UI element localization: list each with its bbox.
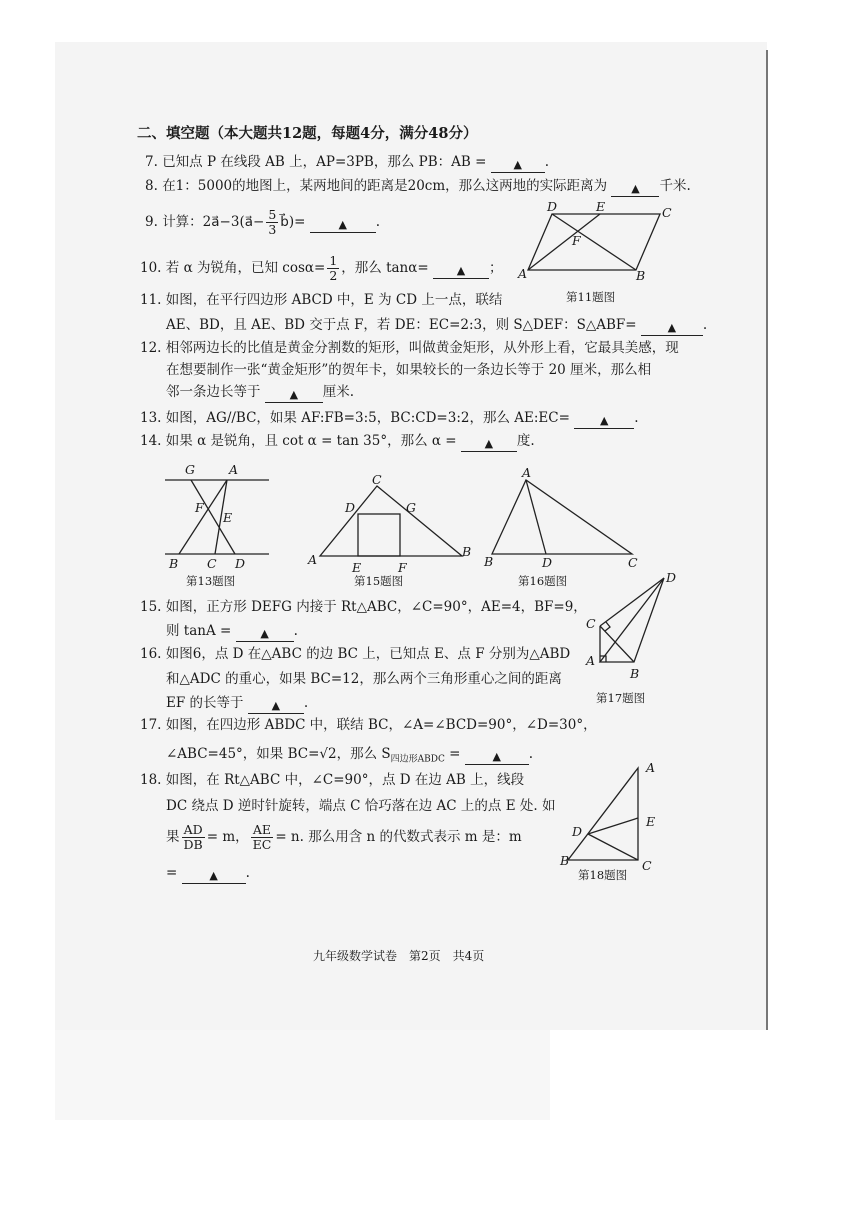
question-8: 8. 在1：5000的地图上，某两地间的距离是20cm，那么这两地的实际距离为 ▲ 千米. (145, 178, 691, 195)
fig16-label-C: C (628, 555, 638, 570)
answer-blank: ▲ (461, 435, 517, 452)
answer-blank: ▲ (611, 180, 659, 197)
question-number: 10. (140, 260, 162, 276)
fig11-label-A: A (518, 266, 528, 281)
question-text: 如图，在平行四边形 ABCD 中，E 为 CD 上一点，联结 (165, 292, 503, 308)
fig17-label-B: B (630, 666, 640, 681)
question-number: 14. (140, 433, 162, 449)
fig17-label-C: C (586, 616, 596, 631)
question-11 (140, 291, 502, 309)
page-footer: 九年级数学试卷 第2页 共4页 (313, 949, 485, 963)
fraction: $\frac{5}{3}$ (268, 207, 277, 237)
question-number: 17. (140, 717, 162, 733)
question-number: 15. (140, 599, 162, 615)
fig13-label-F: F (195, 500, 204, 515)
question-number: 16. (140, 646, 162, 662)
fig13-label-E: E (223, 510, 233, 525)
fig11-label-D: D (547, 200, 558, 214)
question-number: 8. (145, 178, 158, 194)
fig15-label-G: G (406, 500, 416, 515)
question-18-line4: = ▲ . (166, 865, 250, 882)
fig11-label-C: C (662, 205, 672, 220)
question-text: 已知点 P 在线段 AB 上，AP=3PB，那么 PB：AB = (162, 154, 487, 170)
question-13: 13. 如图，AG//BC，如果 AF:FB=3:5，BC:CD=3:2，那么 AE:EC= ▲ . (140, 410, 639, 427)
answer-blank: ▲ (491, 156, 545, 173)
question-10: 10. 若 α 为锐角，已知 cosα= $\frac{1}{2}$ ，那么 tanα= ▲ ； (140, 253, 503, 283)
question-16-line3: EF 的长等于 ▲ . (166, 695, 309, 712)
question-12 (140, 339, 679, 357)
fig15-label-C: C (372, 474, 382, 487)
page-edge-line (766, 50, 768, 1030)
answer-blank: ▲ (248, 697, 304, 714)
fig16-label-B: B (484, 554, 494, 569)
fig11-label-B: B (636, 268, 646, 282)
question-9: 9. 计算：2a⃗−3(a⃗− $\frac{5}{3}$ b⃗)= ▲ . (145, 207, 381, 237)
question-17 (140, 716, 597, 734)
question-14: 14. 如果 α 是锐角，且 cot α = tan 35°，那么 α = ▲ 度. (140, 433, 535, 450)
fig15-label-B: B (462, 544, 472, 559)
fig11-label-E: E (596, 200, 606, 214)
answer-blank: ▲ (641, 319, 703, 336)
fraction: $\frac{1}{2}$ (329, 253, 338, 283)
question-text: 计算：2a⃗−3(a⃗− (162, 214, 265, 230)
question-number: 11. (140, 292, 162, 308)
figure-15-caption: 第15题图 (354, 574, 404, 588)
figure-18-caption: 第18题图 (578, 868, 628, 882)
question-18-line3: 果 $\frac{AD}{DB}$ = m， $\frac{AE}{EC}$ = n. 那么用含 n 的代数式表示 m 是：m (166, 822, 522, 852)
question-12-line2: 在想要制作一张“黄金矩形”的贺年卡，如果较长的一条边长等于 20 厘米，那么相 (166, 362, 652, 378)
question-text: 如图6，点 D 在△ABC 的边 BC 上，已知点 E、点 F 分别为△ABD (165, 646, 571, 662)
fig15-label-F: F (398, 560, 407, 574)
fig15-label-E: E (352, 560, 362, 574)
answer-blank: ▲ (182, 867, 246, 884)
question-7: 7. 已知点 P 在线段 AB 上，AP=3PB，那么 PB：AB = ▲ . (145, 154, 550, 171)
answer-blank: ▲ (236, 625, 294, 642)
answer-blank: ▲ (433, 262, 489, 279)
scan-background-lower (55, 1030, 550, 1120)
figure-13-caption: 第13题图 (186, 574, 236, 588)
question-number: 18. (140, 772, 162, 788)
fig15-label-D: D (345, 500, 356, 515)
question-text: 如果 α 是锐角，且 cot α = tan 35°，那么 α = (165, 433, 457, 449)
section-heading: 二、填空题（本大题共12题，每题4分，满分48分） (137, 125, 478, 142)
answer-blank: ▲ (574, 412, 634, 429)
fig17-label-A: A (586, 653, 596, 668)
fig15-label-A: A (308, 552, 318, 567)
question-12-line3: 邻一条边长等于 ▲ 厘米. (166, 384, 355, 401)
figure-11-caption: 第11题图 (566, 290, 616, 304)
question-15-line2: 则 tanA = ▲ . (166, 623, 298, 640)
question-11-line2: AE、BD，且 AE、BD 交于点 F，若 DE：EC=2:3，则 S△DEF：S△ABF= ▲ . (166, 317, 708, 334)
answer-blank: ▲ (465, 748, 529, 765)
question-text: 如图，正方形 DEFG 内接于 Rt△ABC，∠C=90°，AE=4，BF=9， (165, 599, 587, 615)
question-text: 如图，在 Rt△ABC 中，∠C=90°，点 D 在边 AB 上，线段 (165, 772, 525, 788)
fig11-label-F: F (572, 233, 581, 248)
question-text: 相邻两边长的比值是黄金分割数的矩形，叫做黄金矩形，从外形上看，它最具美感，现 (165, 340, 679, 356)
question-number: 13. (140, 410, 162, 426)
question-number: 12. (140, 340, 162, 356)
figure-17-caption: 第17题图 (596, 691, 646, 705)
fig17-label-D: D (666, 570, 677, 585)
question-15 (140, 598, 587, 616)
fig13-label-C: C (207, 556, 217, 570)
figure-13 (163, 462, 273, 570)
question-text: 如图，AG//BC，如果 AF:FB=3:5，BC:CD=3:2，那么 AE:EC= (165, 410, 570, 426)
fig18-label-A: A (646, 760, 656, 775)
figure-11 (512, 200, 672, 282)
fraction-ae-ec: $\frac{AE}{EC}$ (252, 822, 272, 852)
fig18-label-D: D (572, 824, 583, 839)
fig16-label-A: A (522, 466, 532, 480)
question-18-line2: DC 绕点 D 逆时针旋转，端点 C 恰巧落在边 AC 上的点 E 处. 如 (166, 798, 556, 814)
question-16-line2: 和△ADC 的重心，如果 BC=12，那么两个三角形重心之间的距离 (166, 671, 562, 687)
fig18-label-E: E (646, 814, 656, 829)
question-text: 在1：5000的地图上，某两地间的距离是20cm，那么这两地的实际距离为 (162, 178, 608, 194)
question-number: 7. (145, 154, 158, 170)
fig18-label-C: C (642, 858, 652, 872)
fig13-label-D: D (235, 556, 246, 570)
answer-blank: ▲ (310, 216, 376, 233)
fig16-label-D: D (542, 555, 553, 570)
figure-17 (582, 570, 677, 682)
fig18-label-B: B (560, 853, 570, 868)
question-text: 如图，在四边形 ABDC 中，联结 BC，∠A=∠BCD=90°，∠D=30°， (165, 717, 597, 733)
figure-18 (558, 760, 663, 872)
fig13-label-A: A (229, 462, 239, 477)
fig13-label-G: G (185, 462, 195, 477)
figure-15 (302, 474, 477, 574)
fraction-ad-db: $\frac{AD}{DB}$ (183, 822, 203, 852)
question-number: 9. (145, 214, 158, 230)
figure-16 (480, 466, 645, 570)
fig13-label-B: B (169, 556, 179, 570)
question-17-line2: ∠ABC=45°，如果 BC=√2，那么 $S_{四边形ABDC}$ = ▲ . (166, 746, 534, 765)
answer-blank: ▲ (265, 386, 323, 403)
question-18 (140, 771, 524, 789)
question-text: 若 α 为锐角，已知 cosα= (165, 260, 326, 276)
figure-16-caption: 第16题图 (518, 574, 568, 588)
question-16 (140, 645, 570, 663)
